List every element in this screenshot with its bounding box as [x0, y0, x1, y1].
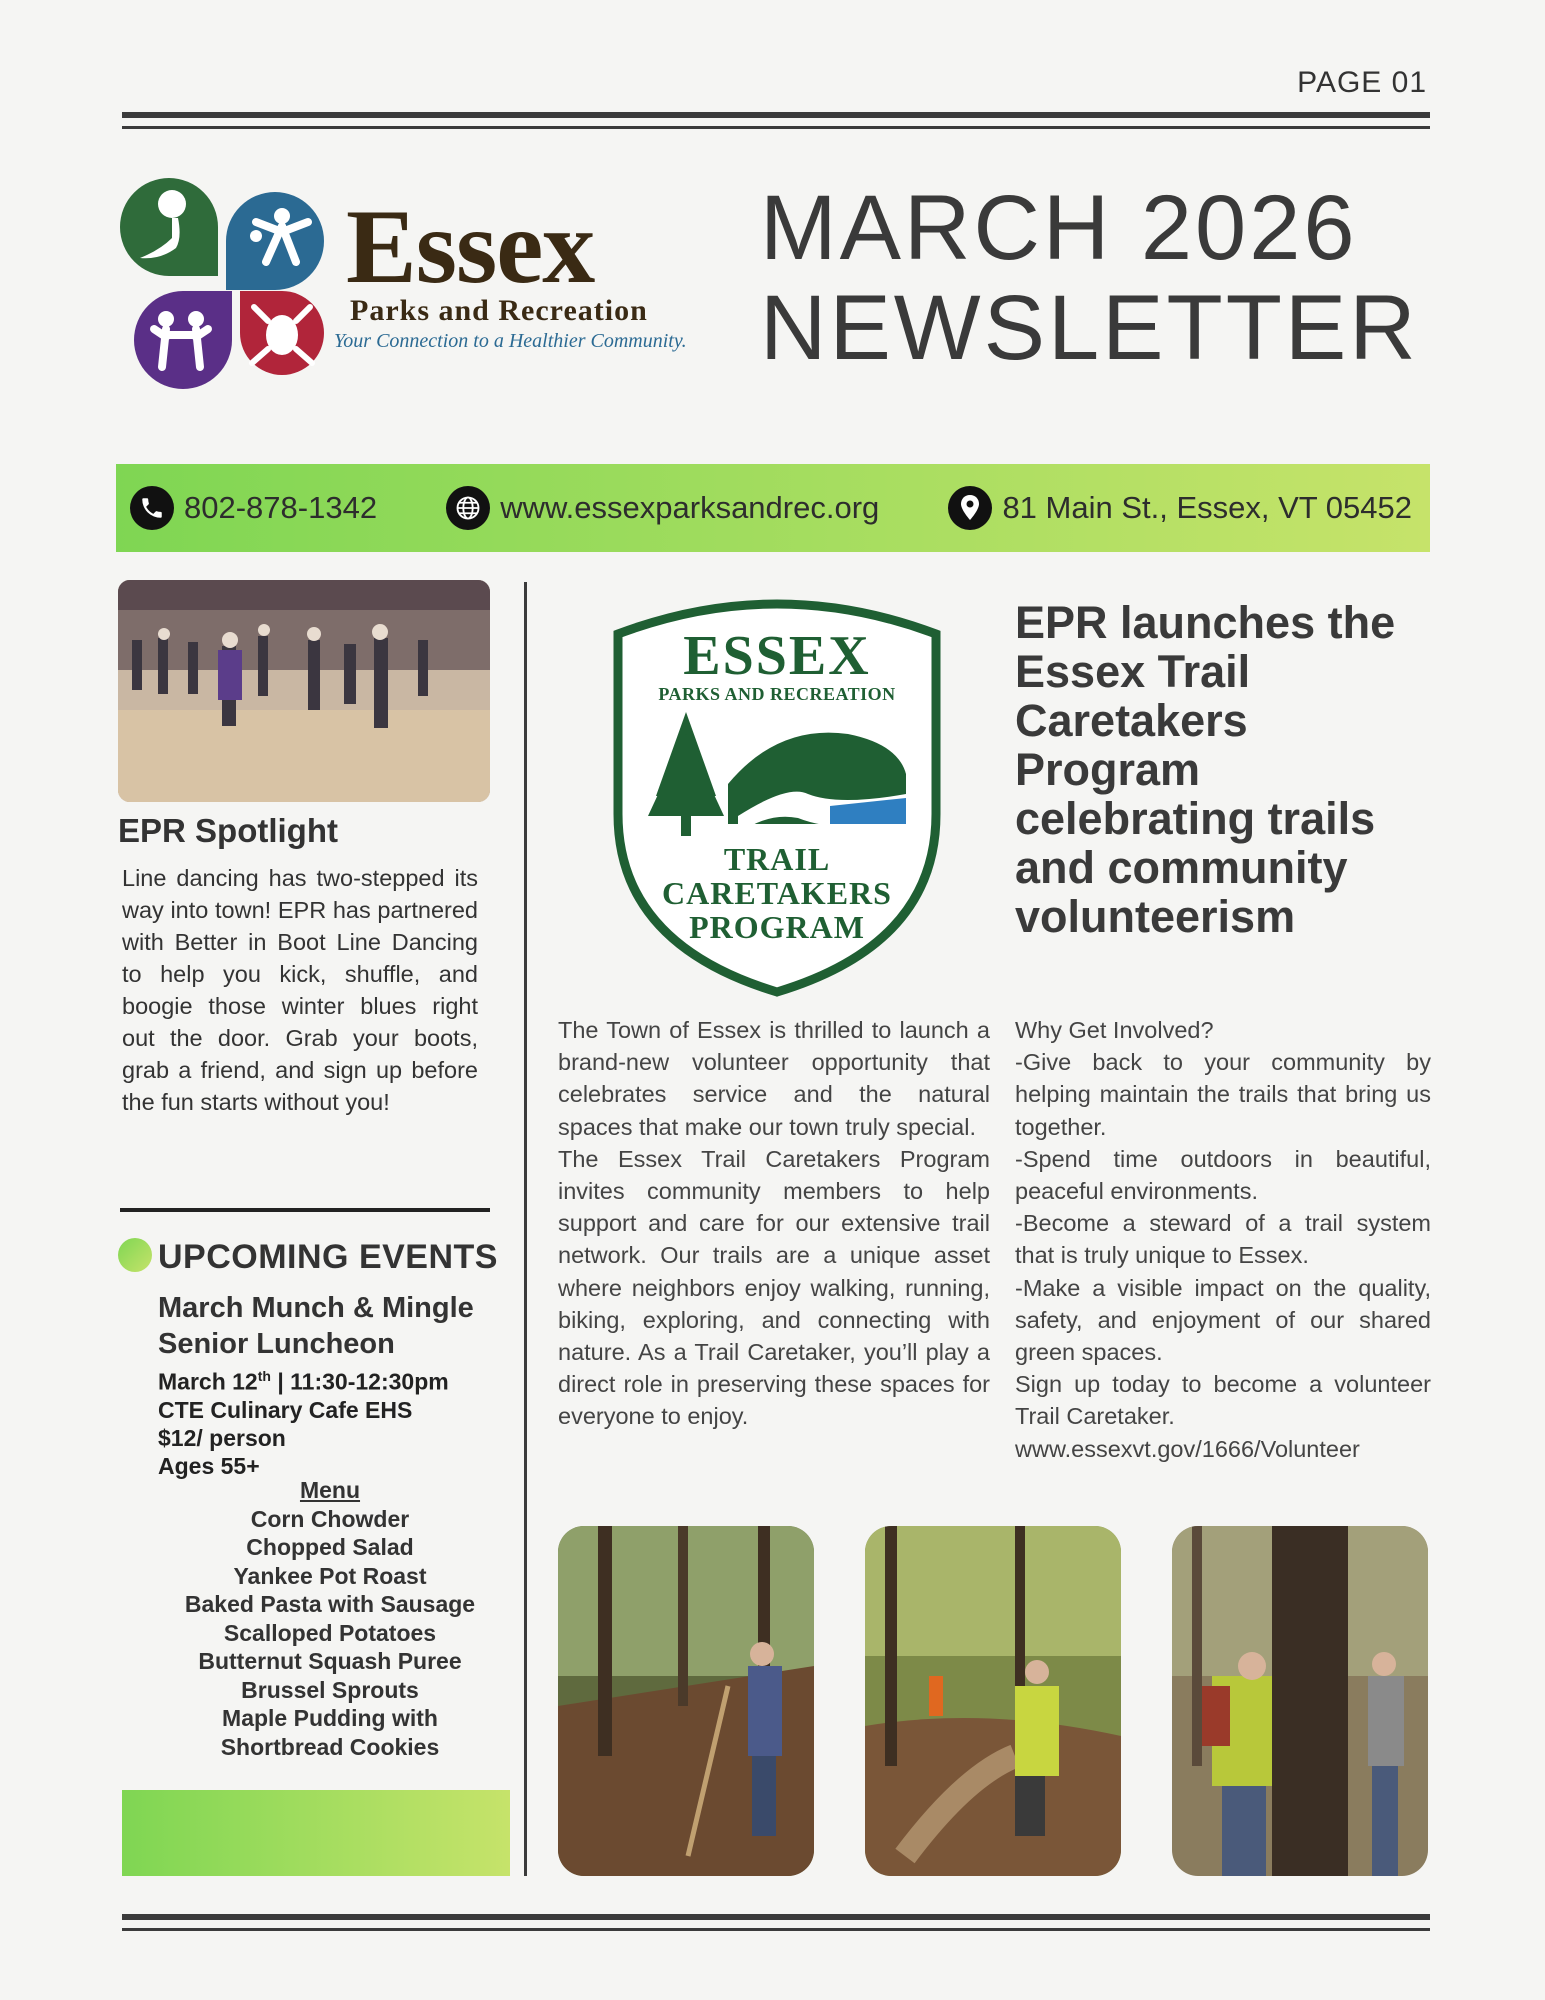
volunteer-link[interactable]: www.essexvt.gov/1666/Volunteer [1015, 1435, 1360, 1462]
menu-item: Brussel Sprouts [241, 1676, 419, 1703]
article-paragraph: The Essex Trail Caretakers Program invites community members to help support and care for our extensive trail network. Our trails are a unique asset where neighbors enjoy walking, running, biking, exploring, and connecting with nature. As a Trail Caretaker, you’ll play a direct role in preserving these spaces for everyone to enjoy. [558, 1145, 990, 1430]
trail-work-photo-3 [1172, 1526, 1428, 1876]
line-dancing-photo [118, 580, 490, 802]
menu-item: Corn Chowder [250, 1505, 410, 1532]
people-icon [134, 291, 232, 389]
left-column-rule [120, 1208, 490, 1212]
frog-icon [240, 291, 324, 375]
menu-heading: Menu [299, 1477, 361, 1503]
page-number: PAGE 01 [1297, 66, 1427, 99]
contact-bar [116, 464, 1430, 552]
badge-subtitle: PARKS AND RECREATION [658, 684, 896, 704]
event-price: $12/ person [158, 1424, 286, 1451]
menu-item: Shortbread Cookies [220, 1733, 440, 1760]
trail-caretakers-badge [608, 584, 946, 998]
event-date: March 12th | 11:30-12:30pm [158, 1368, 449, 1395]
menu-item: Yankee Pot Roast [233, 1562, 427, 1589]
badge-line-program: PROGRAM [689, 909, 865, 945]
badge-line-trail: TRAIL [723, 841, 831, 877]
contact-address[interactable] [948, 486, 1412, 530]
menu-item: Baked Pasta with Sausage [184, 1591, 476, 1617]
article-column-b [1015, 1014, 1431, 1465]
benefit-item: -Give back to your community by helping maintain the trails that bring us together. [1015, 1049, 1431, 1140]
menu-item: Chopped Salad [246, 1534, 414, 1560]
family-icon [226, 192, 324, 290]
event-details [158, 1362, 449, 1480]
contact-website[interactable] [446, 486, 879, 530]
badge-line-caretakers: CARETAKERS [662, 875, 892, 911]
headline-line1: MARCH 2026 [760, 177, 1358, 279]
article-paragraph: The Town of Essex is thrilled to launch a brand-new volunteer opportunity that celebrates service and the natural spaces that make our town truly special. [558, 1017, 990, 1140]
spotlight-title: EPR Spotlight [118, 812, 338, 849]
address-text: 81 Main St., Essex, VT 05452 [1002, 490, 1412, 525]
globe-icon [446, 486, 490, 530]
event-name: March Munch & Mingle Senior Luncheon [158, 1292, 474, 1360]
tree-icon [120, 178, 218, 276]
upcoming-events-heading: UPCOMING EVENTS [158, 1238, 498, 1276]
column-divider [524, 582, 527, 1876]
website-text: www.essexparksandrec.org [500, 490, 880, 525]
signup-text: Sign up today to become a volunteer Trail Caretaker. [1015, 1371, 1431, 1430]
trail-work-photo-2 [865, 1526, 1121, 1876]
headline-line2: NEWSLETTER [760, 277, 1419, 379]
bullet-dot-icon [118, 1238, 152, 1272]
article-title: EPR launches the Essex Trail Caretakers Program celebrating trails and community volunteerism [1015, 597, 1396, 942]
why-involved-heading: Why Get Involved? [1015, 1017, 1214, 1043]
event-menu [160, 1476, 500, 1761]
trail-work-photo-1 [558, 1526, 814, 1876]
event-ages: Ages 55+ [158, 1452, 260, 1479]
essex-parks-logo [118, 176, 708, 386]
benefit-item: -Become a steward of a trail system that is truly unique to Essex. [1015, 1210, 1431, 1269]
menu-item: Maple Pudding with [222, 1705, 438, 1731]
benefit-item: -Spend time outdoors in beautiful, peaceful environments. [1015, 1145, 1431, 1205]
menu-item: Butternut Squash Puree [198, 1648, 462, 1674]
location-pin-icon [948, 486, 992, 530]
logo-name: Essex [346, 188, 595, 305]
spotlight-text: Line dancing has two-stepped its way into town! EPR has partnered with Better in Boot Line Dancing to help you kick, shuffle, and boogie those winter blues right out the door. Grab your boots, grab a friend, and sign up before the fun starts without you! [122, 865, 478, 1115]
top-rule [122, 112, 1430, 129]
badge-program-name [608, 842, 946, 944]
decorative-green-band [122, 1790, 510, 1876]
phone-icon [130, 486, 174, 530]
menu-item: Scalloped Potatoes [223, 1619, 437, 1646]
newsletter-headline [760, 178, 1419, 378]
event-location: CTE Culinary Cafe EHS [158, 1396, 413, 1423]
badge-title: ESSEX [683, 625, 871, 687]
bottom-rule [122, 1914, 1430, 1931]
phone-text: 802-878-1342 [184, 490, 378, 525]
article-column-a [558, 1014, 990, 1433]
benefit-item: -Make a visible impact on the quality, safety, and enjoyment of our shared green spaces. [1015, 1274, 1431, 1366]
logo-tagline: Your Connection to a Healthier Community. [334, 330, 687, 352]
logo-subtitle: Parks and Recreation [350, 294, 648, 327]
contact-phone[interactable] [130, 486, 377, 530]
